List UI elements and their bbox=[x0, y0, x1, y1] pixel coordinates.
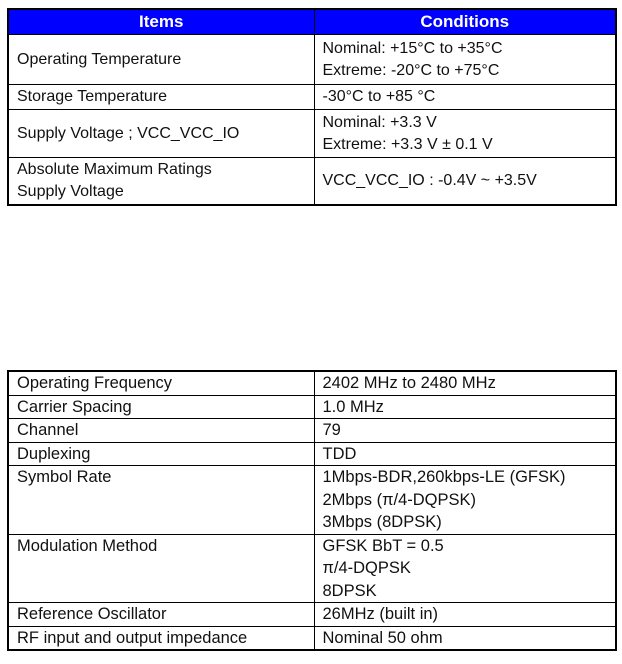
table-row bbox=[8, 85, 616, 110]
item-text: Modulation Method bbox=[17, 536, 158, 555]
rf-specifications-table bbox=[7, 370, 617, 651]
item-cell bbox=[8, 603, 314, 627]
table-row bbox=[8, 419, 616, 443]
condition-text: VCC_VCC_IO : -0.4V ~ +3.5V bbox=[322, 172, 537, 189]
item-cell bbox=[8, 395, 314, 419]
item-cell bbox=[8, 371, 314, 395]
value-text: 2Mbps (π/4-DQPSK) bbox=[322, 490, 477, 509]
conditions-cell bbox=[314, 158, 616, 206]
conditions-cell bbox=[314, 35, 616, 85]
table-row bbox=[8, 626, 616, 650]
value-text: 1.0 MHz bbox=[322, 397, 384, 416]
header-items: Items bbox=[8, 9, 314, 35]
value-cell bbox=[314, 371, 616, 395]
value-cell bbox=[314, 419, 616, 443]
value-cell bbox=[314, 442, 616, 466]
item-text: RF input and output impedance bbox=[17, 628, 248, 647]
item-cell bbox=[8, 626, 314, 650]
value-cell bbox=[314, 466, 616, 535]
item-text: Carrier Spacing bbox=[17, 397, 132, 416]
value-cell bbox=[314, 395, 616, 419]
header-conditions: Conditions bbox=[314, 9, 616, 35]
item-cell bbox=[8, 466, 314, 535]
item-text: Operating Temperature bbox=[17, 50, 182, 68]
item-text: Duplexing bbox=[17, 444, 91, 463]
operating-conditions-table bbox=[7, 8, 617, 206]
table-row bbox=[8, 35, 616, 85]
item-text: Absolute Maximum Ratings bbox=[17, 161, 212, 178]
table-row bbox=[8, 534, 616, 603]
value-text: Nominal 50 ohm bbox=[322, 628, 443, 647]
item-cell bbox=[8, 158, 314, 206]
value-text: 26MHz (built in) bbox=[322, 605, 439, 623]
item-text: Channel bbox=[17, 421, 79, 439]
value-text: TDD bbox=[322, 444, 357, 463]
table-row bbox=[8, 395, 616, 419]
item-cell bbox=[8, 85, 314, 110]
table-row bbox=[8, 158, 616, 206]
condition-text: -30°C to +85 °C bbox=[322, 88, 436, 105]
value-text: 3Mbps (8DPSK) bbox=[322, 513, 442, 531]
table-row bbox=[8, 442, 616, 466]
table-row bbox=[8, 371, 616, 395]
value-text: 79 bbox=[322, 421, 341, 439]
condition-text: Extreme: -20°C to +75°C bbox=[322, 61, 500, 79]
item-text: Symbol Rate bbox=[17, 468, 112, 486]
conditions-cell bbox=[314, 110, 616, 158]
item-text: Supply Voltage bbox=[17, 183, 124, 200]
item-cell bbox=[8, 35, 314, 85]
value-text: 8DPSK bbox=[322, 581, 377, 600]
table-row bbox=[8, 466, 616, 535]
value-text: 2402 MHz to 2480 MHz bbox=[322, 374, 496, 392]
item-text: Operating Frequency bbox=[17, 374, 173, 392]
value-text: 1Mbps-BDR,260kbps-LE (GFSK) bbox=[322, 468, 566, 486]
item-cell bbox=[8, 442, 314, 466]
item-cell bbox=[8, 419, 314, 443]
value-text: π/4-DQPSK bbox=[322, 559, 411, 577]
item-text: Supply Voltage ; VCC_VCC_IO bbox=[17, 124, 240, 142]
table-row bbox=[8, 110, 616, 158]
value-cell bbox=[314, 626, 616, 650]
header-row bbox=[8, 9, 616, 35]
item-cell bbox=[8, 534, 314, 603]
condition-text: Extreme: +3.3 V ± 0.1 V bbox=[322, 135, 493, 153]
table-row bbox=[8, 603, 616, 627]
item-text: Reference Oscillator bbox=[17, 605, 167, 623]
value-cell bbox=[314, 603, 616, 627]
item-cell bbox=[8, 110, 314, 158]
conditions-cell bbox=[314, 85, 616, 110]
item-text: Storage Temperature bbox=[17, 88, 168, 105]
condition-text: Nominal: +3.3 V bbox=[322, 113, 437, 131]
condition-text: Nominal: +15°C to +35°C bbox=[322, 39, 503, 57]
value-text: GFSK BbT = 0.5 bbox=[322, 536, 444, 555]
value-cell bbox=[314, 534, 616, 603]
